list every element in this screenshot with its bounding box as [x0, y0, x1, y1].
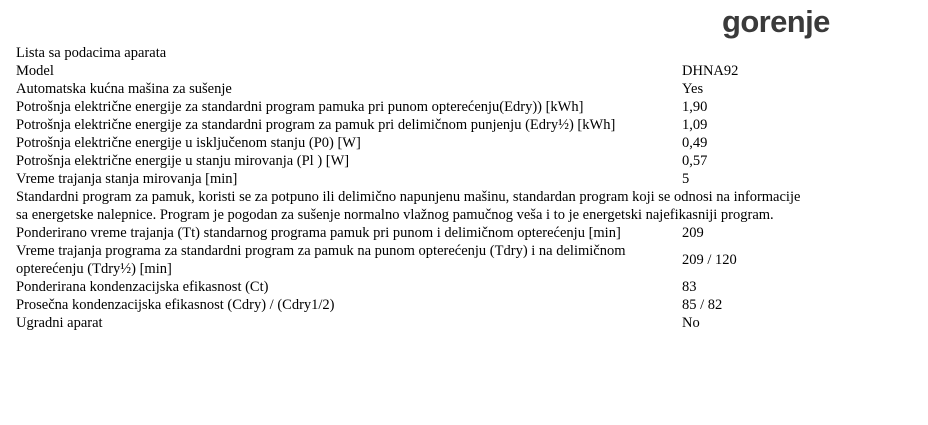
data-row-weighted-condensation-efficiency: [16, 278, 806, 296]
row-label: Potrošnja električne energije u stanju mirovanja (Pl ) [W]: [16, 153, 350, 169]
row-value: 0,49: [682, 135, 708, 151]
data-row-energy-partial-load: [16, 116, 806, 134]
data-row-program-time-full-partial: [16, 242, 806, 278]
data-row-average-condensation-efficiency: [16, 296, 806, 314]
row-value: 209: [682, 225, 704, 241]
row-value: No: [682, 315, 700, 331]
row-label: Vreme trajanja programa za standardni program za pamuk na punom opterećenju (Tdry) i na delimičnom opterećenju (Tdry½) [min]: [16, 243, 626, 277]
row-label: Ponderirana kondenzacijska efikasnost (Ct): [16, 279, 269, 295]
brand-logo: gorenje: [722, 4, 830, 39]
data-row-power-off-mode: [16, 134, 806, 152]
row-label: Ponderirano vreme trajanja (Tt) standarnog programa pamuk pri punom i delimičnom opterećenju [min]: [16, 225, 621, 241]
row-label: Potrošnja električne energije za standardni program za pamuk pri delimičnom punjenju (Edry½) [kWh]: [16, 117, 616, 133]
data-row-built-in: [16, 314, 806, 332]
row-value: 83: [682, 279, 697, 295]
row-label: Vreme trajanja stanja mirovanja [min]: [16, 171, 238, 187]
data-row-model: [16, 62, 806, 80]
row-label: Model: [16, 63, 54, 79]
row-label: Potrošnja električne energije za standardni program pamuka pri punom opterećenju(Edry)) [kWh]: [16, 99, 584, 115]
data-row-weighted-program-time: [16, 224, 806, 242]
row-value: DHNA92: [682, 63, 739, 79]
row-value: 209 / 120: [682, 252, 737, 268]
data-row-left-on-duration: [16, 170, 806, 188]
row-label: Standardni program za pamuk, koristi se za potpuno ili delimično napunjenu mašinu, standardan program koji se odnosi na informacije sa energetske nalepnice. Program je pogodan za sušenje normalno vlažnog pamučnog veša i to je energetski najefikasniji program.: [16, 189, 801, 223]
data-row-power-left-on-mode: [16, 152, 806, 170]
row-value: 0,57: [682, 153, 708, 169]
row-value: Yes: [682, 81, 704, 97]
row-label: Ugradni aparat: [16, 315, 103, 331]
row-value: 1,90: [682, 99, 708, 115]
product-data-sheet: [16, 44, 806, 332]
row-value: 5: [682, 171, 690, 187]
row-value: 85 / 82: [682, 297, 723, 313]
row-label: Automatska kućna mašina za sušenje: [16, 81, 232, 97]
row-label: Prosečna kondenzacijska efikasnost (Cdry) / (Cdry1/2): [16, 297, 335, 313]
data-row-energy-full-load: [16, 98, 806, 116]
data-row-automatic-dryer: [16, 80, 806, 98]
data-row-standard-program-note: [16, 188, 806, 224]
sheet-title: Lista sa podacima aparata: [16, 45, 167, 61]
row-label: Potrošnja električne energije u isključenom stanju (P0) [W]: [16, 135, 361, 151]
row-value: 1,09: [682, 117, 708, 133]
